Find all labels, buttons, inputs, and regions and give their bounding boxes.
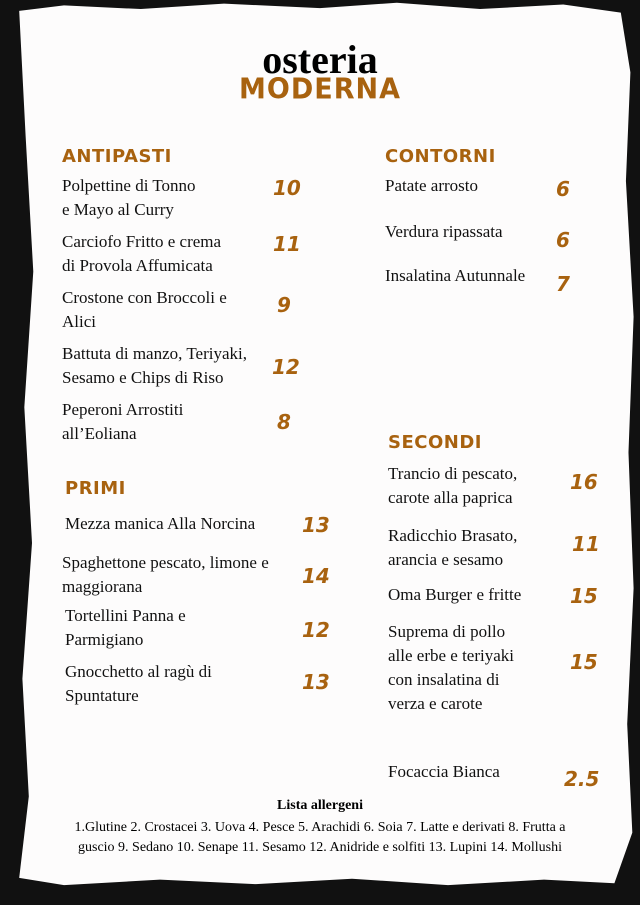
menu-item: Crostone con Broccoli e Alici <box>62 288 227 331</box>
item-price: 10 <box>273 176 301 200</box>
item-price: 6 <box>556 177 570 201</box>
allergens-title: Lista allergeni <box>277 798 363 813</box>
item-price: 11 <box>273 232 301 256</box>
item-price: 8 <box>277 410 291 434</box>
menu-item: Gnocchetto al ragù di Spuntature <box>65 662 212 705</box>
item-price: 12 <box>302 618 330 642</box>
menu-item: Mezza manica Alla Norcina <box>65 514 256 533</box>
item-price: 7 <box>556 272 570 296</box>
section-secondi-heading: SECONDI <box>388 432 482 453</box>
menu-item: Verdura ripassata <box>385 222 503 241</box>
restaurant-subtitle: MODERNA <box>239 73 401 106</box>
menu-item: Tortellini Panna e Parmigiano <box>65 606 186 649</box>
menu-item: Carciofo Fritto e crema di Provola Affumicata <box>62 232 222 275</box>
menu-item: Suprema di pollo alle erbe e teriyaki con insalatina di verza e carote <box>388 622 515 713</box>
menu-item: Polpettine di Tonno e Mayo al Curry <box>62 176 196 219</box>
item-price: 12 <box>272 355 300 379</box>
item-price: 16 <box>570 470 598 494</box>
item-price: 9 <box>277 293 291 317</box>
menu-item: Battuta di manzo, Teriyaki, Sesamo e Chips di Riso <box>62 344 247 387</box>
item-price: 15 <box>570 650 598 674</box>
allergens-list: 1.Glutine 2. Crostacei 3. Uova 4. Pesce 5. Arachidi 6. Soia 7. Latte e derivati 8. Frutta a guscio 9. Sedano 10. Senape 11. Sesamo 12. Anidride e solfiti 13. Lupini 14. Mollushi <box>74 820 566 855</box>
item-price: 11 <box>572 532 600 556</box>
item-price: 6 <box>556 228 570 252</box>
item-price: 15 <box>570 584 598 608</box>
section-primi-heading: PRIMI <box>65 478 126 499</box>
menu-item: Spaghettone pescato, limone e maggiorana <box>62 553 269 596</box>
menu-item: Oma Burger e fritte <box>388 585 522 604</box>
menu-item: Peperoni Arrostiti all’Eoliana <box>62 400 184 443</box>
section-contorni-heading: CONTORNI <box>385 146 496 167</box>
menu-item: Focaccia Bianca <box>388 762 500 781</box>
item-price: 13 <box>302 670 330 694</box>
restaurant-name: osteria <box>262 37 378 82</box>
item-price: 2.5 <box>564 767 600 791</box>
section-antipasti-heading: ANTIPASTI <box>62 146 172 167</box>
menu-item: Trancio di pescato, carote alla paprica <box>388 464 518 507</box>
menu-item: Radicchio Brasato, arancia e sesamo <box>388 526 518 569</box>
menu-item: Insalatina Autunnale <box>385 266 526 285</box>
item-price: 13 <box>302 513 330 537</box>
menu-item: Patate arrosto <box>385 176 478 195</box>
item-price: 14 <box>302 564 330 588</box>
